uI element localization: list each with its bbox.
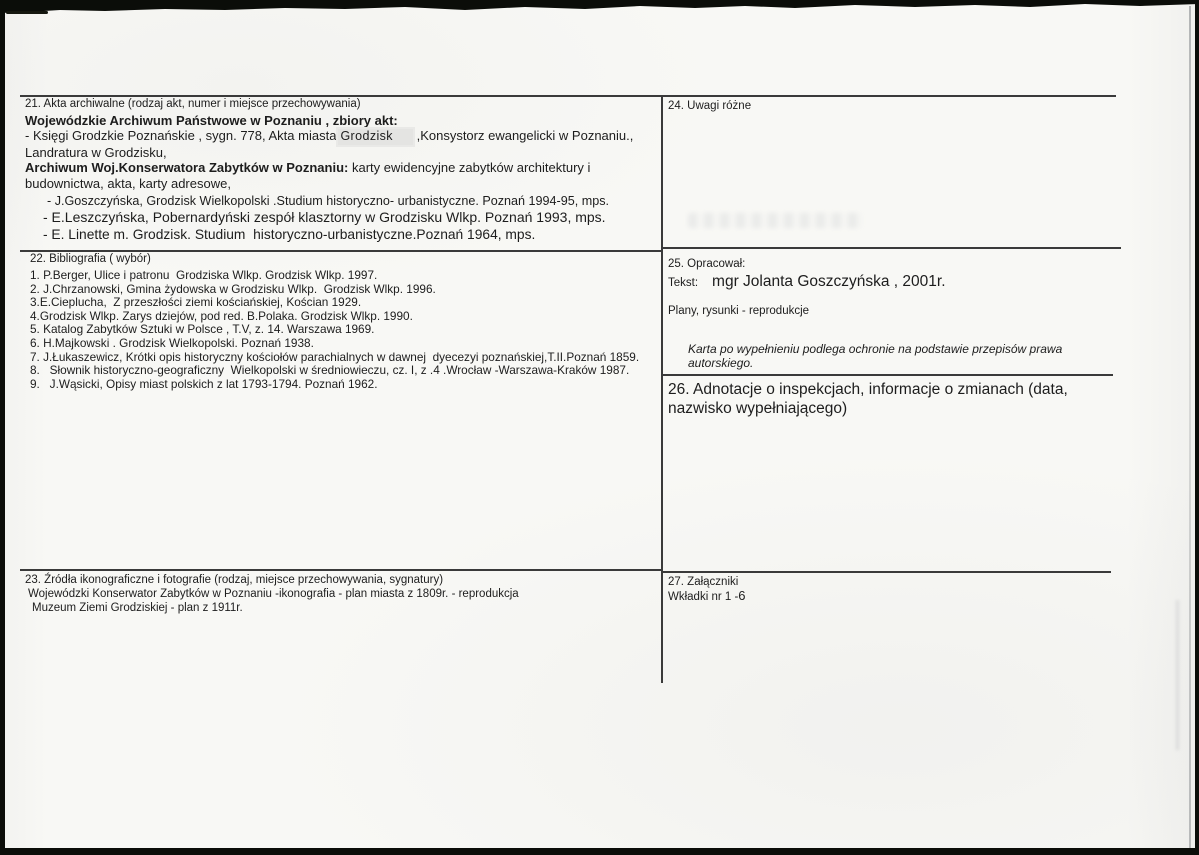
- section-21-line3: Landratura w Grodzisku,: [25, 144, 167, 160]
- rule-column-divider: [661, 95, 663, 683]
- section-26-adnotacje: [668, 380, 1118, 418]
- rule-left-22-23: [20, 569, 662, 571]
- section-27-value-pre: Wkładki nr 1 -: [668, 591, 739, 603]
- section-21-akta-archiwalne: [25, 97, 657, 243]
- bibliography-item: 5. Katalog Zabytków Sztuki w Polsce , T.V, z. 14. Warszawa 1969.: [30, 322, 375, 337]
- bibliography-item: 8. Słownik historyczno-geograficzny Wielkopolski w średniowieczu, cz. I, z .4 .Wrocław -Warszawa-Kraków 1987.: [30, 363, 630, 378]
- section-27-header: 27. Załączniki: [668, 576, 739, 588]
- bibliography-item: 3.E.Cieplucha, Z przeszłości ziemi kościańskiej, Kościan 1929.: [30, 295, 362, 310]
- section-21-line4: [25, 160, 657, 175]
- section-21-study-item: - J.Goszczyńska, Grodzisk Wielkopolski .Studium historyczno- urbanistyczne. Poznań 1994-95, mps.: [47, 194, 610, 209]
- section-21-line2-post: ,Konsystorz ewangelicki w Poznaniu.,: [412, 128, 634, 144]
- section-22-bibliografia: [30, 252, 655, 391]
- section-21-line2: [25, 128, 657, 144]
- scan-streak: [1176, 600, 1179, 750]
- section-27-value-number: 6: [738, 588, 747, 603]
- section-24-uwagi-rozne: [668, 99, 1108, 113]
- section-27-zalaczniki: [668, 575, 1108, 604]
- section-25-copyright-note: Karta po wypełnieniu podlega ochronie na podstawie przepisów prawa autorskiego.: [688, 342, 1066, 370]
- bibliography-item: 6. H.Majkowski . Grodzisk Wielkopolski. Poznań 1938.: [30, 335, 314, 350]
- section-23-header: 23. Źródła ikonograficzne i fotografie (rodzaj, miejsce przechowywania, sygnatury): [25, 574, 444, 586]
- ink-bleed-smudge: [688, 213, 863, 228]
- section-22-header: 22. Bibliografia ( wybór): [30, 253, 151, 265]
- section-23-line1: Wojewódzki Konserwator Zabytków w Poznaniu -ikonografia - plan miasta z 1809r. - reprodukcja: [28, 588, 519, 600]
- bibliography-item: 2. J.Chrzanowski, Gmina żydowska w Grodzisku Wlkp. Grodzisk Wlkp. 1996.: [30, 281, 436, 296]
- bibliography-item: 1. P.Berger, Ulice i patronu Grodziska Wlkp. Grodzisk Wlkp. 1997.: [30, 268, 378, 282]
- rule-right-26-27: [661, 571, 1111, 573]
- section-23-zrodla-ikonograficzne: [25, 573, 655, 615]
- section-21-line5: budownictwa, akta, karty adresowe,: [25, 175, 231, 191]
- section-27-value: [668, 589, 1108, 604]
- section-23-line2: Muzeum Ziemi Grodziskiej - plan z 1911r.: [32, 602, 243, 614]
- section-25-plans-line: Plany, rysunki - reprodukcje: [668, 305, 810, 317]
- scan-edge-top-dash: [6, 11, 48, 14]
- section-21-conservator-title: Archiwum Woj.Konserwatora Zabytków w Poznaniu:: [25, 160, 349, 176]
- section-25-author: mgr Jolanta Goszczyńska , 2001r.: [712, 273, 946, 290]
- section-21-study-item: - E.Leszczyńska, Pobernardyński zespół klasztorny w Grodzisku Wlkp. Poznań 1993, mps.: [43, 209, 606, 226]
- section-25-opracowal: [668, 257, 1113, 370]
- bibliography-item: 9. J.Wąsicki, Opisy miast polskich z lat 1793-1794. Poznań 1962.: [30, 376, 378, 391]
- section-26-header: 26. Adnotacje o inspekcjach, informacje o zmianach (data, nazwisko wypełniającego): [668, 381, 1073, 417]
- section-21-line4-rest: karty ewidencyjne zabytków architektury i: [348, 160, 591, 176]
- bibliography-item: 4.Grodzisk Wlkp. Zarys dziejów, pod red. B.Polaka. Grodzisk Wlkp. 1990.: [30, 308, 413, 323]
- bibliography-item: 7. J.Łukaszewicz, Krótki opis historyczny kościołów parachialnych w dawnej dyecezyi poznańskiej,T.II.Poznań 1859.: [30, 349, 640, 364]
- rule-right-25-26: [661, 374, 1113, 376]
- section-21-header: 21. Akta archiwalne (rodzaj akt, numer i miejsce przechowywania): [25, 98, 361, 110]
- rule-right-24-25: [661, 247, 1121, 249]
- section-25-tekst-label: Tekst:: [668, 277, 699, 289]
- section-25-header: 25. Opracował:: [668, 258, 746, 270]
- section-21-inserted-town-name: Grodzisk: [338, 129, 413, 144]
- scan-edge-right: [1195, 0, 1199, 855]
- paper-edge-shadow: [1189, 6, 1191, 848]
- scan-edge-left: [0, 0, 5, 855]
- section-25-author-row: [668, 273, 1113, 291]
- section-24-header: 24. Uwagi różne: [668, 100, 752, 112]
- section-21-study-item: - E. Linette m. Grodzisk. Studium historyczno-urbanistyczne.Poznań 1964, mps.: [43, 227, 536, 243]
- scan-edge-bottom: [0, 848, 1199, 855]
- section-21-archive-title: Wojewódzkie Archiwum Państwowe w Poznaniu , zbiory akt:: [25, 113, 398, 128]
- section-21-line2-pre: - Księgi Grodzkie Poznańskie , sygn. 778, Akta miasta: [25, 128, 337, 144]
